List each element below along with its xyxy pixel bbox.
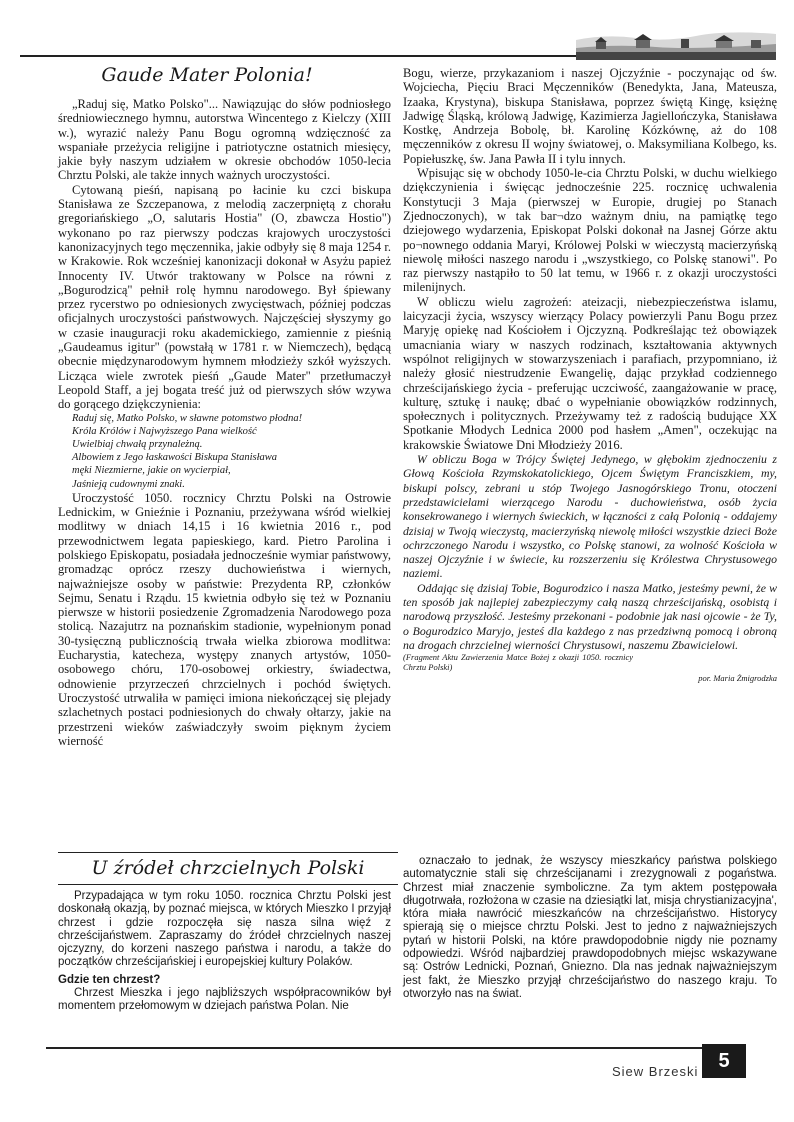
title-underline — [58, 884, 398, 885]
paragraph: Cytowaną pieśń, napisaną po łacinie ku czci biskupa Stanisława ze Szczepanowa, z melodią zaczerpniętą z chorału gregoriańskiego „O, salutaris Hostia" (O, zbawcza Hostio") wykonano po raz pierwszy podczas krajowych uroczystości kanonizacyjnych tego męczennika, jakie odbyły się 8 maja 1254 r. w Krakowie. Rok wcześniej kanonizacji dokonał w Asyżu papież Innocenty IV. Utwór traktowany w Polsce na równi z „Bogurodzicą" pełnił rolę hymnu narodowego. Był śpiewany przez rycerstwo po odniesionych zwycięstwach, później podczas oficjalnych uroczystości państwowych. Najczęściej słyszymy go w czasie inauguracji roku akademickiego, zamiennie z pieśnią „Gaudeamus igitur" (powstałą w 1781 r. w Niemczech), będącą obecnie międzynarodowym hymnem młodzieży szkół wyższych. Licząca wiele zwrotek pieśń „Gaude Mater" przetłumaczył Leopold Staff, a jej bogata treść już od pierwszych słów wzywa do gorącego dziękczynienia: — [58, 182, 391, 412]
paragraph: „Raduj się, Matko Polsko"... Nawiązując do słów podniosłego średniowiecznego hymnu, autorstwa Wincentego z Kielczy (XIII w.), wyrazić należy Panu Bogu ogromną wdzięczność za wspaniałe przeżycia religijne i patriotyczne ostatnich miesięcy, jakie były naszym udziałem w okresie obchodów 1050-lecia Chrztu Polski, ale także innych ważnych uroczystości. — [58, 97, 391, 183]
poem-line: Uwielbiaj chwałą przynależną. — [72, 438, 203, 450]
village-thumbnail — [576, 22, 776, 60]
poem-line: Jaśnieją cudownymi znaki. — [72, 478, 185, 490]
footer-rule — [46, 1047, 702, 1049]
page-number: 5 — [718, 1050, 730, 1072]
italic-paragraph: Oddając się dzisiaj Tobie, Bogurodzico i nasza Matko, jesteśmy pewni, że w ten sposób jak najlepiej zabezpieczymy całą naszą chrześcijańską, osobistą i narodową przyszłość. Jesteśmy przekonani - podobnie jak nasi ojcowie - że Ty, o Bogurodzico Maryjo, jesteś dla każdego z nas przedziwną pomocą i obroną na drogach chrzcielnej wierności Chrystusowi, naszemu Zbawicielowi. — [403, 580, 777, 652]
article2-right-column — [403, 855, 777, 1001]
article-right-column — [403, 66, 777, 684]
paragraph: oznaczało to jednak, że wszyscy mieszkańcy państwa polskiego automatycznie stali się chrześcijanami i zrezygnowali z pogaństwa. Chrzest miał znaczenie symboliczne. Za tym aktem postępowała długotrwała, rozłożona w czasie na dziesiątki lat, misja chrystianizacyjna', która miała nawrócić mieszkańców na chrześcijaństwo. Historycy spierają się o miejsce chrztu Polski. Jest to jedno z najważniejszych pytań w historii Polski, na które prawdopodobnie nigdy nie poznamy odpowiedzi. Wśród najbardziej prawdopodobnych miejsc wskazywane są: Ostrów Lednicki, Poznań, Gniezno. Dla nas jednak najważniejszym jest fakt, że Mieszko przyjął chrześcijaństwo do naszego kraju. To otworzyło nas na świat. — [403, 855, 777, 1000]
header-rule — [20, 55, 576, 57]
article-title: Gaude Mater Polonia! — [101, 64, 313, 86]
paragraph: Przypadająca w tym roku 1050. rocznica Chrztu Polski jest doskonałą okazją, by poznać miejsca, w których Mieszko I przyjął chrzest i gdzie rozpoczęła się nasza silna więź z chrześcijaństwem. Zapraszamy do źródeł chrzcielnych naszej ojczyzny, do korzeni naszego państwa i narodu, a także do początków chrześcijańskiej i europejskiej kultury Polaków. — [58, 890, 392, 969]
paragraph: Bogu, wierze, przykazaniom i naszej Ojczyźnie - poczynając od św. Wojciecha, Pięciu Braci Męczenników (Benedykta, Jana, Mateusza, Izaaka, Krystyna), biskupa Stanisława, poprzez świętą Kingę, księżnę Jadwigę Śląską, królową Jadwigę, Kazimierza Jagiellończyka, Stanisława Kostkę, Andrzeja Bobolę, bł. Karolinę Kózkównę, aż do 108 męczenników z okresu II wojny światowej, o. Maksymiliana Kolbego, ks. Popiełuszkę, św. Jana Pawła II i tylu innych. — [403, 66, 777, 166]
hymn-quote — [58, 412, 391, 491]
fragment-note: (Fragment Aktu Zawierzenia Matce Bożej z okazji 1050. rocznicy Chrztu Polski) — [403, 652, 633, 673]
article2-left-column — [58, 890, 391, 1014]
paragraph: Wpisując się w obchody 1050-le-cia Chrztu Polski, w duchu wielkiego dziękczynienia i święcąc jednocześnie 225. rocznicę uchwalenia Konstytucji 3 Maja (pierwszej w Europie, drugiej po Stanach Zjednoczonych), w tak bar¬dzo ważnym dniu, na pamiątkę tego dziejowego wydarzenia, Episkopat Polski dokonał na Jasnej Górze aktu po¬nownego oddania Maryi, Królowej Polski w wieczystą macierzyńską niewolę miłości naszego narodu i „wszystkiego, co Polskę stanowi". Po raz pierwszy nastąpiło to 50 lat temu, w 1966 r. z okazji uroczystości milenijnych. — [403, 166, 777, 295]
poem-line: Raduj się, Matko Polsko, w sławne potomstwo płodna! — [72, 412, 303, 424]
article-left-column — [58, 97, 391, 748]
paragraph: Uroczystość 1050. rocznicy Chrztu Polski na Ostrowie Lednickim, w Gnieźnie i Poznaniu, przeżywana wśród wielkiej modlitwy w dniach 14,15 i 16 kwietnia 2016 r., pod przewodnictwem legata papieskiego, kard. Pietro Parolina i polskiego Episkopatu, posiadała jednocześnie wymiar państwowy, gromadząc oprócz rzeszy duchowieństwa i wiernych, najważniejsze osoby w państwie: Prezydenta RP, członków Sejmu, Senatu i Rządu. 15 kwietnia odbyło się też w Poznaniu pierwsze w historii posiedzenie Zgromadzenia Narodowego poza stolicą. Nazajutrz na poznańskim stadionie, wypełnionym ponad 30-tysięczną publicznością trwała wielka zbiorowa modlitwa: Eucharystia, katecheza, występy znanych artystów, 1050-osobowego chóru, 170-osobowej orkiestry, świadectwa, odnowienie przyrzeczeń chrzcielnych i pochód świętych. Uroczystość utrwaliła w pamięci imiona niekończącej się plejady szlachetnych postaci podniesionych do chwały ołtarzy, jakie na przestrzeni wieków zaświadczyły swoim pięknym życiem wierność — [58, 490, 391, 748]
italic-paragraph: W obliczu Boga w Trójcy Świętej Jedynego, w głębokim zjednoczeniu z Głową Kościoła Rzymskokatolickiego, Ojcem Świętym Franciszkiem, my, biskupi polscy, zebrani u stóp Twojego Jasnogórskiego Tronu, otoczeni przedstawicielami wierzącego Narodu - duchowieństwa, osób życia konsekrowanego i wiernych świeckich, w łączności z całą Polonią - oddajemy dzisiaj w Twoją wieczystą, macierzyńską niewolę miłości wszystkie dzieci Boże ochrzczonego Narodu i wszystko, co Polskę stanowi, za wolność Kościoła w naszej Ojczyźnie i w świecie, ku rozszerzeniu się Królestwa Chrystusowego naziemi. — [403, 452, 777, 581]
page-number-box — [702, 1044, 746, 1078]
section-divider — [58, 852, 398, 853]
subheading: Gdzie ten chrzest? — [58, 973, 161, 986]
poem-line: męki Niezmierne, jakie on wycierpiał, — [72, 465, 231, 477]
poem-line: Albowiem z Jego łaskawości Biskupa Stanisława — [72, 452, 278, 464]
poem-line: Króla Królów i Najwyższego Pana wielkość — [72, 425, 257, 437]
publication-name: Siew Brzeski — [612, 1064, 699, 1079]
article-title: U źródeł chrzcielnych Polski — [91, 857, 365, 879]
paragraph: W obliczu wielu zagrożeń: ateizacji, niebezpieczeństwa islamu, laicyzacji życia, wszyscy wierzący Polacy powierzyli Panu Bogu przez Maryję opiekę nad Kościołem i Ojczyzną. Podkreślając też obowiązek umacniania wiary w naszych rodzinach, kształtowania aktywnych wspólnot religijnych w stowarzyszeniach i parafiach, przypomniano, iż należy głosić niestrudzenie Ewangelię, dając przykład codziennego chrześcijańskiego życia - preferując uczciwość, zaangażowanie w pracę, kulturę, sztukę i naukę; dbać o wypełnianie obowiązków rodzinnych, społecznych i politycznych. Przeżywamy też z radością budujące XX Spotkanie Młodych Lednica 2000 pod hasłem „Amen", oczekując na krakowskie Światowe Dni Młodzieży 2016. — [403, 294, 777, 452]
paragraph: Chrzest Mieszka i jego najbliższych współpracowników był momentem przełomowym w dziejach państwa Polan. Nie — [58, 987, 391, 1013]
author-signature: por. Maria Żmigrodzka — [698, 673, 777, 684]
